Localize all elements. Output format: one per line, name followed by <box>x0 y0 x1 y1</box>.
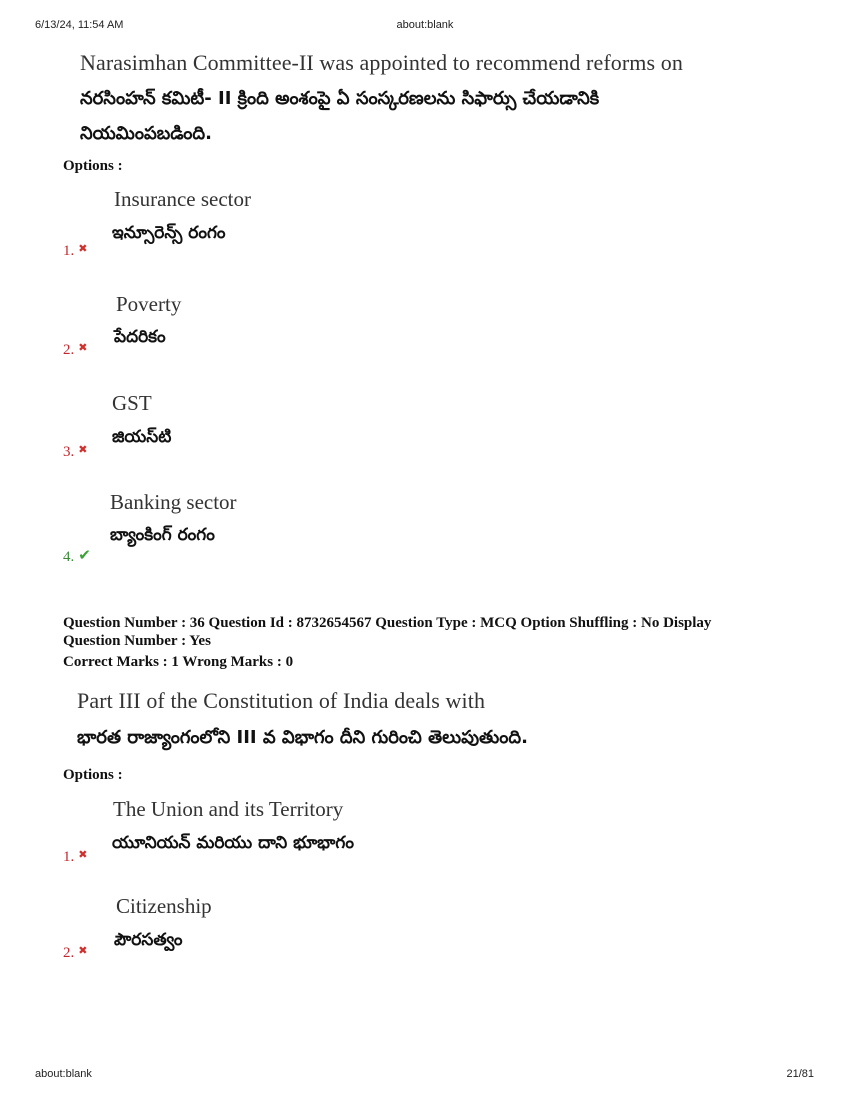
question-marks: Correct Marks : 1 Wrong Marks : 0 <box>63 654 294 670</box>
option-number: 2. ✖ <box>63 945 88 961</box>
question-meta-line2: Question Number : Yes <box>63 633 211 649</box>
option-number: 3. ✖ <box>63 444 88 460</box>
options-label: Options : <box>63 767 123 783</box>
option-text-en: The Union and its Territory <box>113 797 344 821</box>
options-label: Options : <box>63 158 123 174</box>
option-text-en: Banking sector <box>110 490 237 514</box>
option-text-te: పేదరికం <box>114 327 166 347</box>
question-text-en: Part III of the Constitution of India deals with <box>77 688 486 713</box>
print-datetime: 6/13/24, 11:54 AM <box>35 19 124 31</box>
question-text-te: నరసింహన్ కమిటీ- II క్రింది అంశంపై ఏ సంస్కరణలను సిఫార్సు చేయడానికి <box>80 88 600 109</box>
option-text-te: పౌరసత్వం <box>114 930 183 950</box>
cross-mark-icon: ✖ <box>78 342 88 354</box>
option-text-en: GST <box>112 391 152 415</box>
option-number: 1. ✖ <box>63 849 88 865</box>
cross-mark-icon: ✖ <box>78 243 88 255</box>
option-text-te: ఇన్సూరెన్స్ రంగం <box>112 223 226 243</box>
print-page-number: 21/81 <box>786 1068 814 1080</box>
print-title: about:blank <box>396 19 454 31</box>
option-number: 1. ✖ <box>63 243 88 259</box>
option-text-te: జియస్‌టి <box>112 427 172 447</box>
option-text-te: బ్యాంకింగ్ రంగం <box>110 525 215 545</box>
question-text-te-line2: నియమింపబడింది. <box>80 123 212 144</box>
print-footer-url: about:blank <box>35 1068 92 1080</box>
question-text-en: Narasimhan Committee-II was appointed to recommend reforms on <box>80 50 683 75</box>
cross-mark-icon: ✖ <box>78 444 88 456</box>
option-text-en: Insurance sector <box>114 187 252 211</box>
question-text-te: భారత రాజ్యాంగంలోని III వ విభాగం దీని గురించి తెలుపుతుంది. <box>77 727 528 748</box>
option-text-te: యూనియన్ మరియు దాని భూభాగం <box>112 833 354 853</box>
option-number: 2. ✖ <box>63 342 88 358</box>
option-text-en: Poverty <box>116 292 182 316</box>
check-mark-icon: ✔ <box>78 548 91 564</box>
option-text-en: Citizenship <box>116 894 212 918</box>
question-meta-line1: Question Number : 36 Question Id : 8732654567 Question Type : MCQ Option Shuffling : No Display <box>63 615 712 631</box>
option-number: 4. ✔ <box>63 548 91 565</box>
cross-mark-icon: ✖ <box>78 945 88 957</box>
cross-mark-icon: ✖ <box>78 849 88 861</box>
